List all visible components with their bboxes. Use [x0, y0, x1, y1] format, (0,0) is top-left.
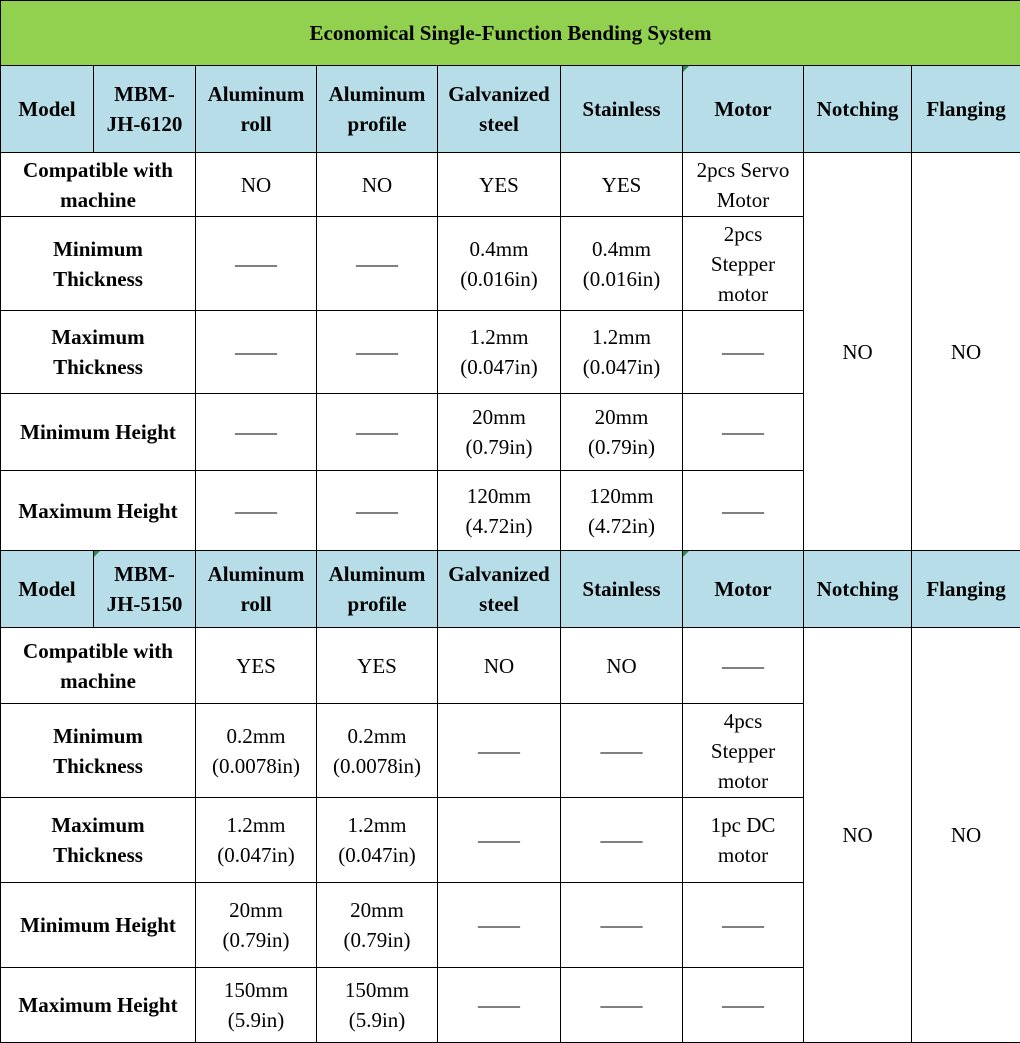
cell-aluminum-profile: NO: [317, 153, 438, 217]
cell-galvanized-steel: 120mm (4.72in): [438, 471, 561, 551]
col-aluminum-profile: Aluminum profile: [317, 66, 438, 153]
cell-aluminum-profile: 0.2mm (0.0078in): [317, 704, 438, 798]
cell-galvanized-steel: ——: [438, 704, 561, 798]
model-label: Model: [1, 551, 94, 628]
row-label: Minimum Height: [1, 883, 196, 968]
cell-galvanized-steel: ——: [438, 798, 561, 883]
cell-motor: 2pcs Stepper motor: [683, 217, 804, 311]
cell-stainless: ——: [561, 883, 683, 968]
col-aluminum-roll: Aluminum roll: [196, 551, 317, 628]
cell-motor: 1pc DC motor: [683, 798, 804, 883]
col-galvanized-steel: Galvanized steel: [438, 66, 561, 153]
cell-aluminum-roll: ——: [196, 471, 317, 551]
col-notching: Notching: [804, 66, 912, 153]
model-name: MBM- JH-6120: [94, 66, 196, 153]
row-label: Compatible with machine: [1, 153, 196, 217]
col-flanging: Flanging: [912, 66, 1020, 153]
cell-motor: ——: [683, 394, 804, 471]
cell-aluminum-profile: ——: [317, 471, 438, 551]
col-motor: Motor: [683, 551, 804, 628]
col-aluminum-roll: Aluminum roll: [196, 66, 317, 153]
section-2-header-row: [1, 551, 1020, 628]
cell-aluminum-profile: YES: [317, 628, 438, 704]
table-row: [1, 628, 1020, 704]
cell-aluminum-roll: 1.2mm (0.047in): [196, 798, 317, 883]
cell-aluminum-roll: 0.2mm (0.0078in): [196, 704, 317, 798]
col-stainless: Stainless: [561, 66, 683, 153]
cell-stainless: ——: [561, 798, 683, 883]
cell-motor: 4pcs Stepper motor: [683, 704, 804, 798]
cell-stainless: 120mm (4.72in): [561, 471, 683, 551]
col-notching: Notching: [804, 551, 912, 628]
cell-stainless: ——: [561, 704, 683, 798]
cell-galvanized-steel: NO: [438, 628, 561, 704]
model-label: Model: [1, 66, 94, 153]
row-label: Minimum Height: [1, 394, 196, 471]
row-label: Minimum Thickness: [1, 217, 196, 311]
cell-aluminum-profile: ——: [317, 311, 438, 394]
cell-aluminum-profile: 1.2mm (0.047in): [317, 798, 438, 883]
cell-notching: NO: [804, 153, 912, 551]
row-label: Maximum Thickness: [1, 311, 196, 394]
model-name: MBM- JH-5150: [94, 551, 196, 628]
row-label: Maximum Height: [1, 968, 196, 1043]
cell-aluminum-roll: 20mm (0.79in): [196, 883, 317, 968]
cell-galvanized-steel: ——: [438, 968, 561, 1043]
col-aluminum-profile: Aluminum profile: [317, 551, 438, 628]
cell-aluminum-roll: 150mm (5.9in): [196, 968, 317, 1043]
cell-galvanized-steel: ——: [438, 883, 561, 968]
table-row: [1, 153, 1020, 217]
cell-stainless: 1.2mm (0.047in): [561, 311, 683, 394]
cell-stainless: YES: [561, 153, 683, 217]
cell-aluminum-roll: ——: [196, 394, 317, 471]
cell-aluminum-roll: ——: [196, 311, 317, 394]
col-galvanized-steel: Galvanized steel: [438, 551, 561, 628]
cell-notching: NO: [804, 628, 912, 1043]
cell-galvanized-steel: 20mm (0.79in): [438, 394, 561, 471]
cell-flanging: NO: [912, 153, 1020, 551]
cell-galvanized-steel: 1.2mm (0.047in): [438, 311, 561, 394]
cell-motor: ——: [683, 311, 804, 394]
cell-stainless: 20mm (0.79in): [561, 394, 683, 471]
cell-aluminum-profile: ——: [317, 394, 438, 471]
cell-motor: ——: [683, 471, 804, 551]
cell-aluminum-roll: NO: [196, 153, 317, 217]
cell-motor: ——: [683, 628, 804, 704]
cell-stainless: ——: [561, 968, 683, 1043]
row-label: Minimum Thickness: [1, 704, 196, 798]
cell-aluminum-roll: ——: [196, 217, 317, 311]
cell-galvanized-steel: 0.4mm (0.016in): [438, 217, 561, 311]
row-label: Compatible with machine: [1, 628, 196, 704]
cell-stainless: 0.4mm (0.016in): [561, 217, 683, 311]
cell-motor: ——: [683, 883, 804, 968]
cell-aluminum-profile: 150mm (5.9in): [317, 968, 438, 1043]
col-stainless: Stainless: [561, 551, 683, 628]
cell-galvanized-steel: YES: [438, 153, 561, 217]
cell-aluminum-roll: YES: [196, 628, 317, 704]
row-label: Maximum Height: [1, 471, 196, 551]
cell-flanging: NO: [912, 628, 1020, 1043]
section-1-header-row: [1, 66, 1020, 153]
cell-motor: 2pcs Servo Motor: [683, 153, 804, 217]
cell-aluminum-profile: 20mm (0.79in): [317, 883, 438, 968]
cell-aluminum-profile: ——: [317, 217, 438, 311]
row-label: Maximum Thickness: [1, 798, 196, 883]
col-flanging: Flanging: [912, 551, 1020, 628]
table-title: Economical Single-Function Bending System: [1, 1, 1020, 66]
cell-motor: ——: [683, 968, 804, 1043]
cell-stainless: NO: [561, 628, 683, 704]
col-motor: Motor: [683, 66, 804, 153]
